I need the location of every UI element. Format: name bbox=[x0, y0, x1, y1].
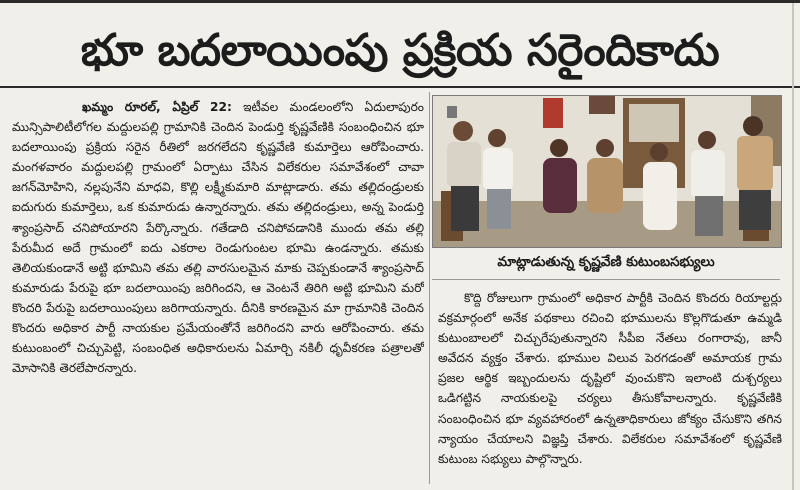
column-divider bbox=[429, 92, 430, 484]
top-rule bbox=[0, 0, 800, 3]
headline-rule bbox=[0, 86, 800, 88]
page-edge-shadow bbox=[792, 3, 794, 490]
article-right-column bbox=[438, 288, 782, 478]
article-paragraph-left bbox=[12, 97, 424, 378]
right-body-text: కొద్ది రోజులుగా గ్రామంలో అధికార పార్టీకి చెందిన కొందరు రియాల్టర్లు వక్రమార్గంలో అనేక పథకాలు రచించి భూములను కొల్లగొడుతూ ఉమ్మడి కుటుంబాలలో చిచ్చురేపుతున్నారని సీపీఐ నేతలు రంగారావు, జానీ అవేదన వ్యక్తం చేశారు. భూముల విలువ పెరగడంతో అమాయక గ్రామ ప్రజల ఆర్థిక ఇబ్బందులను దృష్టిలో వుంచుకొని ఇలాంటి దుశ్చర్యలు ఒడిగట్టిన నాయకులపై చర్యలు తీసుకోవాలన్నారు. కృష్ణవేణికి సంబంధించిన భూ వ్యవహారంలో ఉన్నతాధికారులు జోక్యం చేసుకొని తగిన న్యాయం చేయాలని విజ్ఞప్తి చేశారు. విలేకరుల సమావేశంలో కృష్ణవేణి కుటుంబ సభ్యులు పాల్గొన్నారు. bbox=[438, 291, 782, 466]
dateline: ఖమ్మం రూరల్, ఏప్రిల్ 22: bbox=[82, 100, 232, 114]
article-left-column bbox=[12, 97, 424, 482]
photo-caption: మాట్లాడుతున్న కృష్ణవేణి కుటుంబసభ్యులు bbox=[497, 254, 715, 270]
caption-rule bbox=[432, 279, 780, 280]
headline: భూ బదలాయింపు ప్రక్రియ సరైందికాదు bbox=[80, 25, 720, 76]
news-photo bbox=[432, 95, 782, 248]
photo-illustration bbox=[433, 96, 781, 247]
left-body-text: ఇటీవల మండలంలోని ఏదులాపురం మున్సిపాలిటీలోగల మద్దులపల్లి గ్రామానికి చెందిన పెండుర్తి కృష్ణవేణికి సంబంధించిన భూ బదలాయింపు ప్రక్రియ సరైన రీతిలో జరగలేదని కృష్ణవేణి కుమార్తెలు ఆరోపించారు. మంగళవారం మద్దులపల్లి గ్రామంలో ఏర్పాటు చేసిన విలేకరుల సమావేశంలో చావా జగన్‌మోహిని, నల్లపునేని మాధవి, కొల్లి లక్ష్మీకుమారి మాట్లాడారు. తమ తల్లిదండ్రులకు ఐదుగురు కుమార్తెలు, ఒక కుమారుడు ఉన్నారన్నారు. తమ తల్లిదండ్రులు, అన్న పెండుర్తి శ్యాంప్రసాద్ చనిపోయారని పేర్కొన్నారు. గతేడాది చనిపోవడానికి ముందు తమ తల్లి పేరుమీద అదే గ్రామంలో ఐదు ఎకరాల రెండుగుంటల భూమి ఉండన్నారు. తమకు తెలియకుండానే అట్టి భూమిని తమ తల్లి వారసులమైన మాకు చెప్పకుండానే శ్యాంప్రసాద్ కుమారుడు పేరుపై భూ బదలాయింపు జరిగిందని, ఆ వెంటనే తిరిగి అట్టి భూమిని మరో కొందరి పేరుపై బదలాయింపులు జరిగాయన్నారు. దీనికి కారణమైన మా గ్రామానికి చెందిన కొందరు అధికార పార్టీ నాయకుల ప్రమేయంతోనే జరిగిందని వారు ఆరోపించారు. తమ కుటుంబంలో చిచ్చుపెట్టి, సంబంధిత అధికారులను ఏమార్చి నకిలీ ధృవీకరణ పత్రాలతో మోసానికి తెరలేపారన్నారు. bbox=[12, 100, 424, 376]
